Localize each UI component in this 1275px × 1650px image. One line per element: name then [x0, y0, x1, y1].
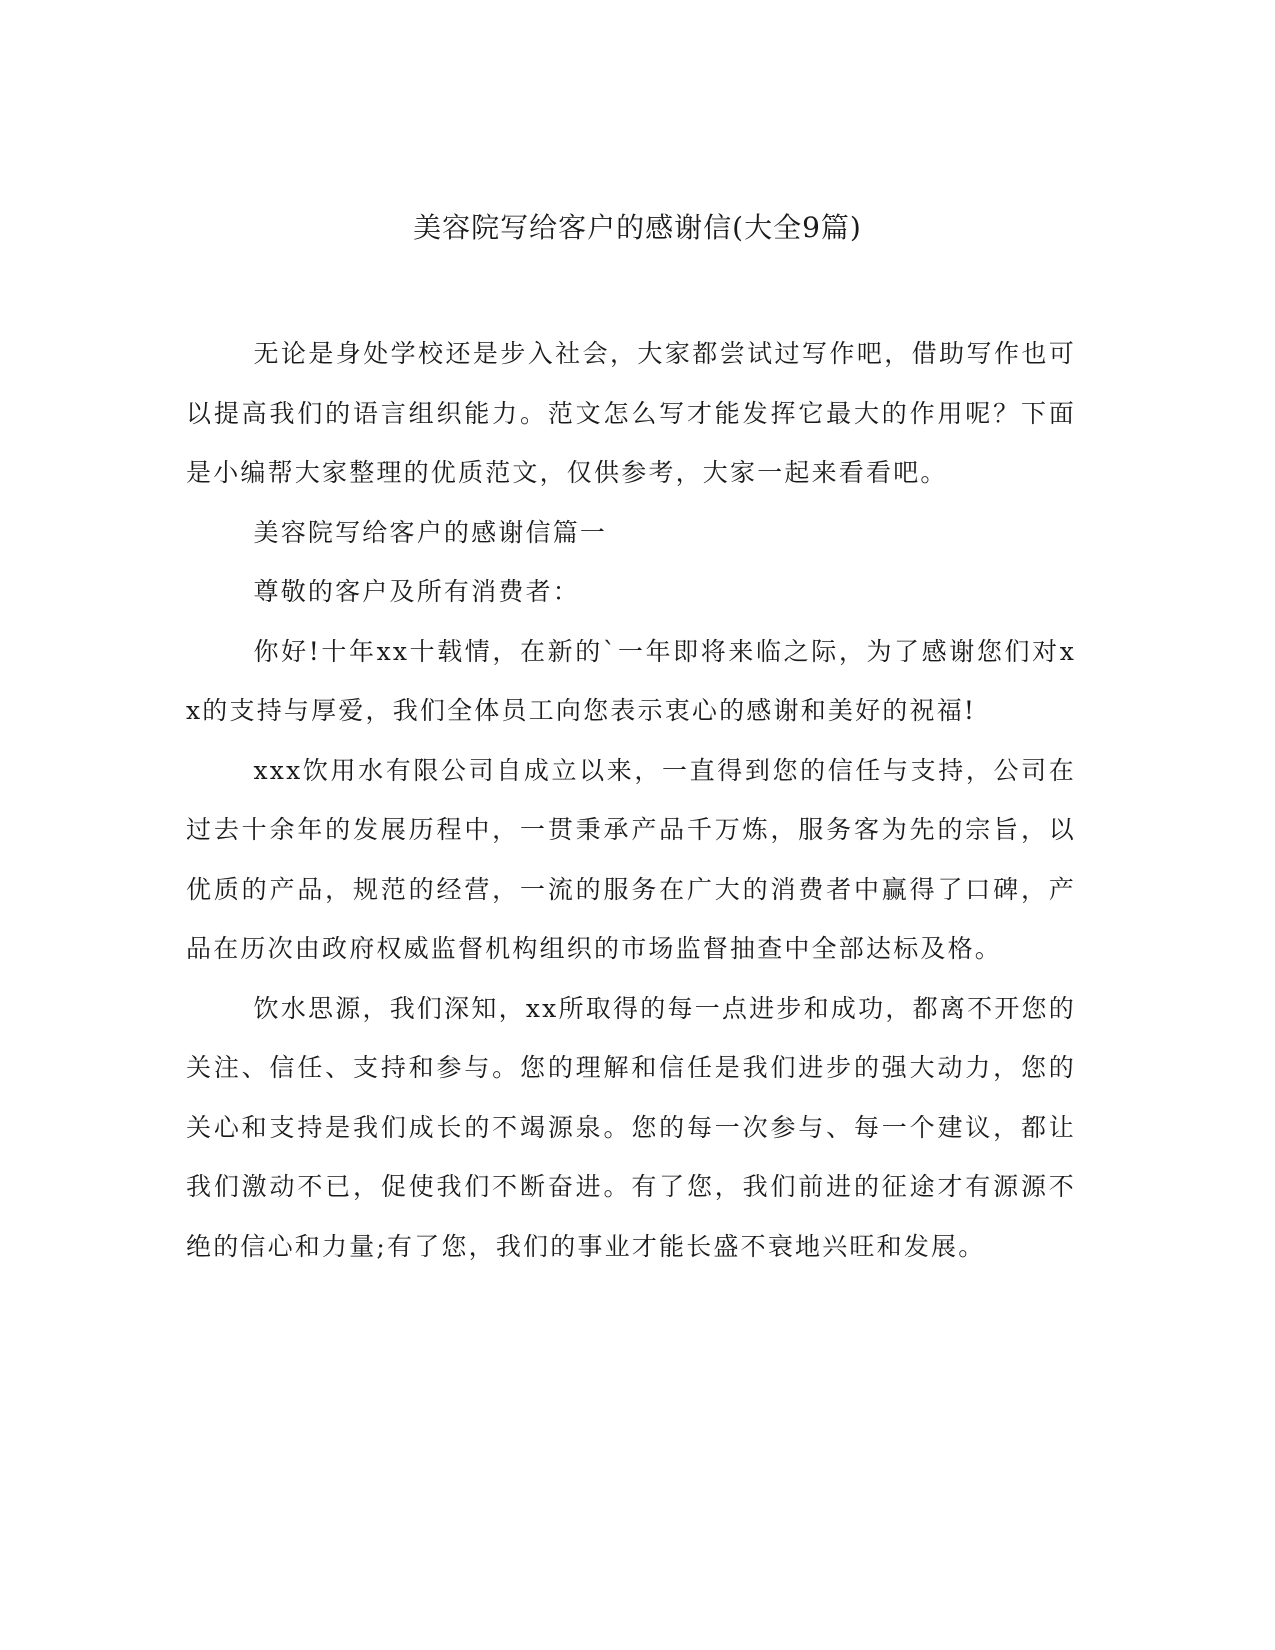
body-paragraph: xxx饮用水有限公司自成立以来，一直得到您的信任与支持，公司在过去十余年的发展历程中，一贯秉承产品千万炼，服务客为先的宗旨，以优质的产品，规范的经营，一流的服务在广大的消费者中赢得了口碑，产品在历次由政府权威监督机构组织的市场监督抽查中全部达标及格。 — [186, 755, 1076, 963]
section-heading: 美容院写给客户的感谢信篇一 — [253, 517, 608, 547]
document-body — [186, 324, 1076, 1276]
intro-paragraph: 无论是身处学校还是步入社会，大家都尝试过写作吧，借助写作也可以提高我们的语言组织能力。范文怎么写才能发挥它最大的作用呢？下面是小编帮大家整理的优质范文，仅供参考，大家一起来看看吧。 — [186, 339, 1076, 487]
body-paragraph: 你好!十年xx十载情，在新的`一年即将来临之际，为了感谢您们对xx的支持与厚爱，我们全体员工向您表示衷心的感谢和美好的祝福! — [186, 636, 1076, 725]
document-title: 美容院写给客户的感谢信(大全9篇) — [413, 211, 862, 244]
salutation: 尊敬的客户及所有消费者： — [253, 577, 580, 606]
body-paragraph: 饮水思源，我们深知，xx所取得的每一点进步和成功，都离不开您的关注、信任、支持和参与。您的理解和信任是我们进步的强大动力，您的关心和支持是我们成长的不竭源泉。您的每一次参与、每一个建议，都让我们激动不已，促使我们不断奋进。有了您，我们前进的征途才有源源不绝的信心和力量;有了您，我们的事业才能长盛不衰地兴旺和发展。 — [186, 993, 1076, 1261]
